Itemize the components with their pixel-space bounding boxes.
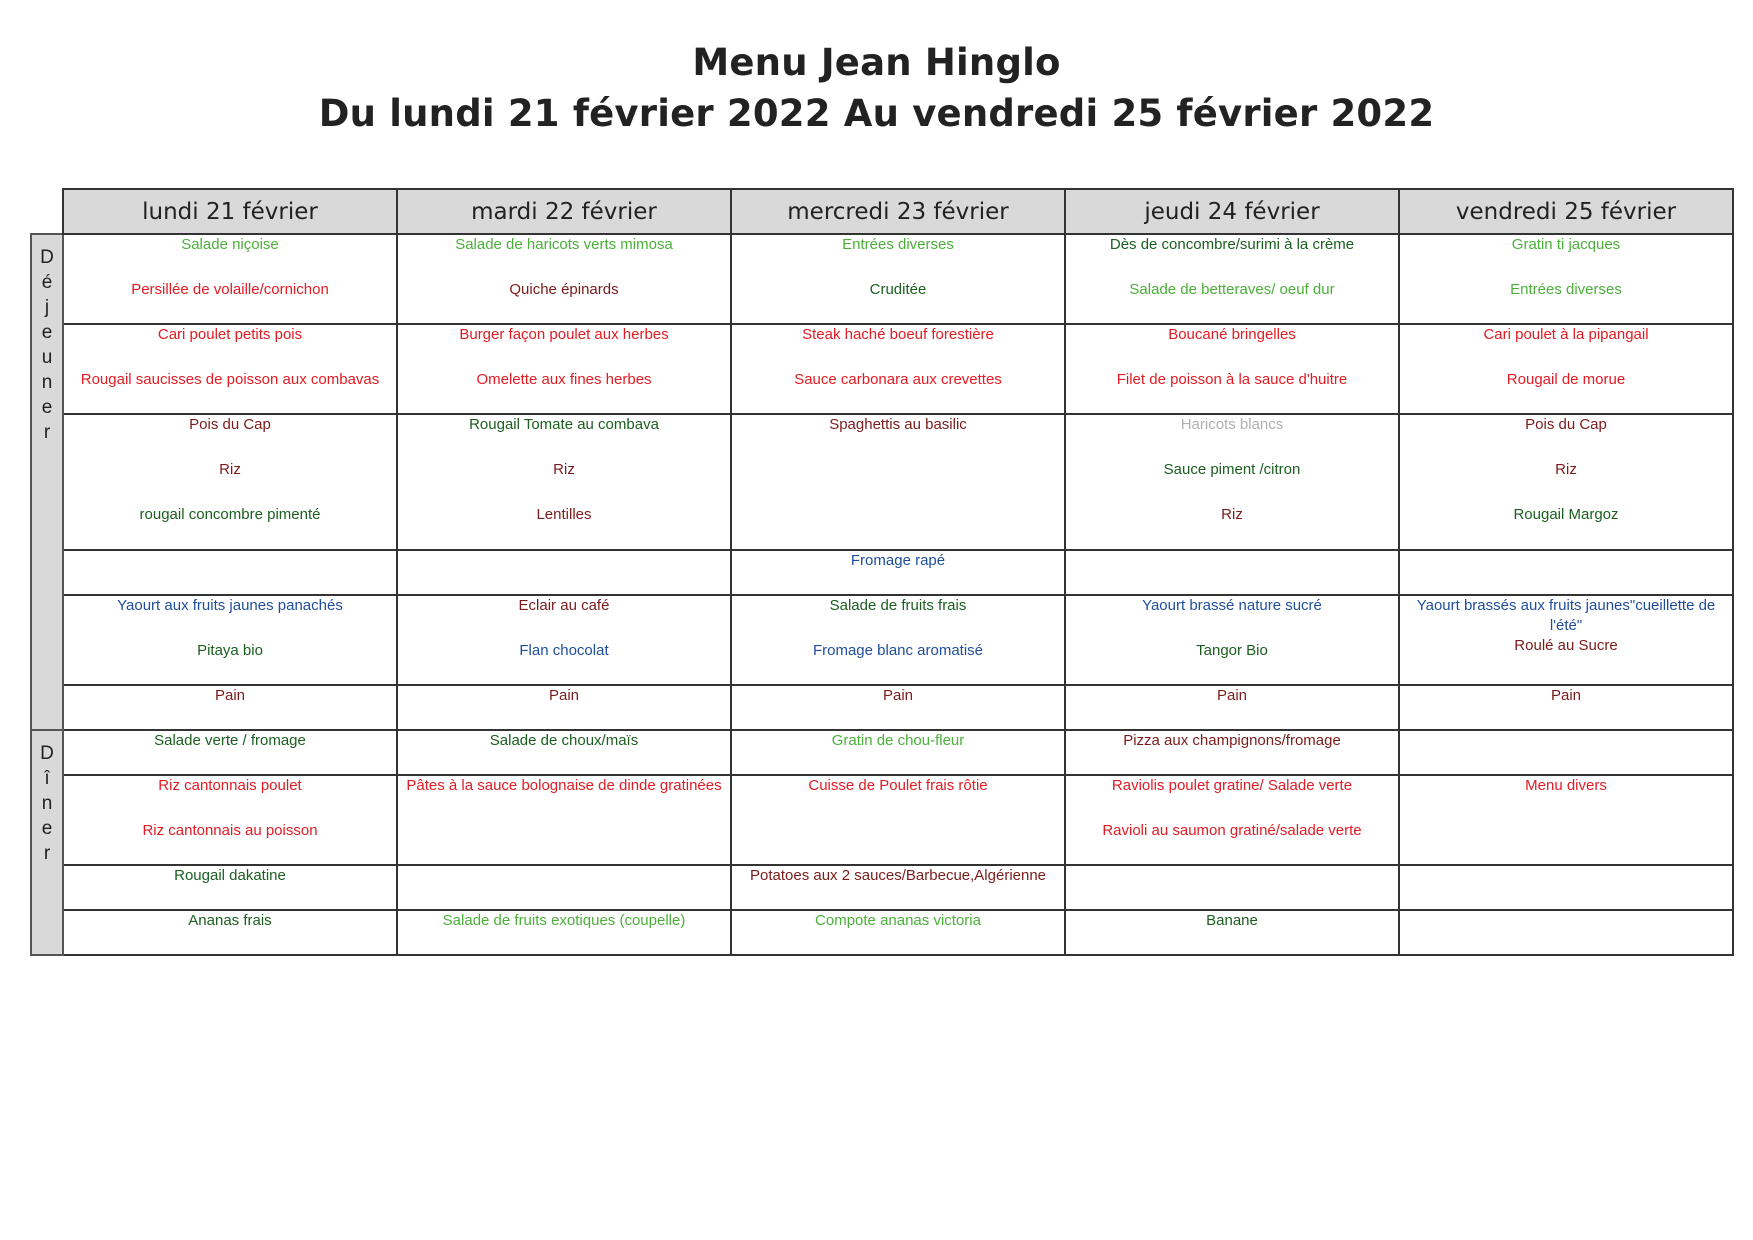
menu-item: Cari poulet petits pois	[157, 326, 303, 343]
menu-item: Pain	[214, 687, 246, 704]
menu-cell-mardi	[397, 595, 731, 685]
meal-label-letter: é	[41, 272, 53, 293]
menu-item: Potatoes aux 2 sauces/Barbecue,Algérienne	[749, 867, 1047, 884]
item-spacer	[1066, 435, 1398, 460]
menu-row	[31, 865, 1733, 910]
menu-item: Riz	[1221, 506, 1243, 523]
meal-label-dejeuner	[31, 234, 63, 730]
menu-cell-mardi	[397, 234, 731, 324]
menu-cell-vendredi	[1399, 775, 1733, 865]
menu-item: Rougail de morue	[1506, 371, 1626, 388]
menu-item: Gratin ti jacques	[1511, 236, 1621, 253]
menu-row	[31, 685, 1733, 730]
menu-cell-mercredi	[731, 685, 1065, 730]
item-spacer	[398, 435, 730, 460]
menu-item: Pain	[882, 687, 914, 704]
menu-row	[31, 595, 1733, 685]
item-spacer	[64, 435, 396, 460]
menu-item: Yaourt brassé nature sucré	[1142, 597, 1322, 614]
menu-item: Gratin de chou-fleur	[831, 732, 965, 749]
menu-row	[31, 234, 1733, 324]
menu-cell-jeudi	[1065, 414, 1399, 550]
menu-item: Pois du Cap	[1525, 416, 1607, 433]
menu-cell-jeudi	[1065, 595, 1399, 685]
item-spacer	[1066, 480, 1398, 505]
menu-item: Salade de betteraves/ oeuf dur	[1129, 281, 1335, 298]
menu-item: Boucané bringelles	[1168, 326, 1296, 343]
item-spacer	[732, 616, 1064, 641]
menu-item: Cuisse de Poulet frais rôtie	[808, 777, 988, 794]
menu-body	[31, 234, 1733, 955]
menu-cell-lundi	[63, 550, 397, 595]
menu-item: Banane	[1206, 912, 1258, 929]
menu-item: Burger façon poulet aux herbes	[459, 326, 669, 343]
item-spacer	[398, 616, 730, 641]
menu-cell-vendredi	[1399, 730, 1733, 775]
item-spacer	[398, 345, 730, 370]
menu-cell-vendredi	[1399, 550, 1733, 595]
menu-item: Roulé au Sucre	[1514, 637, 1618, 654]
menu-cell-jeudi	[1065, 910, 1399, 955]
menu-item: Rougail dakatine	[174, 867, 286, 884]
menu-cell-mercredi	[731, 234, 1065, 324]
menu-cell-mercredi	[731, 414, 1065, 550]
menu-item: Flan chocolat	[519, 642, 609, 659]
menu-item: Riz	[1555, 461, 1577, 478]
menu-cell-vendredi	[1399, 234, 1733, 324]
menu-item: Pâtes à la sauce bolognaise de dinde gratinées	[406, 777, 722, 794]
item-spacer	[1066, 255, 1398, 280]
menu-item: Cruditée	[869, 281, 927, 298]
item-spacer	[1066, 796, 1398, 821]
meal-label-letter: e	[41, 322, 53, 343]
menu-item: Tangor Bio	[1196, 642, 1268, 659]
menu-item: Sauce carbonara aux crevettes	[794, 371, 1002, 388]
item-spacer	[64, 345, 396, 370]
menu-cell-mercredi	[731, 324, 1065, 414]
item-spacer	[64, 616, 396, 641]
corner-spacer	[31, 189, 63, 234]
menu-item: Pizza aux champignons/fromage	[1123, 732, 1341, 749]
item-spacer	[398, 480, 730, 505]
menu-cell-vendredi	[1399, 910, 1733, 955]
menu-cell-jeudi	[1065, 234, 1399, 324]
meal-label-letter: e	[41, 397, 53, 418]
menu-item: Salade de haricots verts mimosa	[455, 236, 673, 253]
menu-cell-mercredi	[731, 730, 1065, 775]
menu-item: Salade de fruits exotiques (coupelle)	[442, 912, 686, 929]
menu-item: Pain	[1216, 687, 1248, 704]
item-spacer	[64, 480, 396, 505]
menu-cell-lundi	[63, 685, 397, 730]
menu-item: Entrées diverses	[1510, 281, 1622, 298]
menu-cell-vendredi	[1399, 324, 1733, 414]
menu-table	[30, 188, 1734, 956]
menu-cell-mercredi	[731, 550, 1065, 595]
meal-label-letter: n	[41, 793, 53, 814]
menu-item: Salade verte / fromage	[154, 732, 306, 749]
menu-row	[31, 550, 1733, 595]
day-header-jeudi: jeudi 24 février	[1065, 189, 1399, 234]
menu-item: Quiche épinards	[509, 281, 619, 298]
menu-item: Fromage blanc aromatisé	[812, 642, 984, 659]
menu-item: rougail concombre pimenté	[139, 506, 321, 523]
meal-label-letter: n	[41, 372, 53, 393]
item-spacer	[732, 345, 1064, 370]
item-spacer	[64, 255, 396, 280]
header-row	[31, 189, 1733, 234]
menu-cell-mardi	[397, 414, 731, 550]
menu-item: Sauce piment /citron	[1163, 461, 1301, 478]
menu-cell-mardi	[397, 550, 731, 595]
menu-item: Raviolis poulet gratine/ Salade verte	[1111, 777, 1353, 794]
menu-cell-mardi	[397, 865, 731, 910]
menu-cell-vendredi	[1399, 685, 1733, 730]
menu-cell-jeudi	[1065, 730, 1399, 775]
item-spacer	[64, 796, 396, 821]
day-header-vendredi: vendredi 25 février	[1399, 189, 1733, 234]
meal-label-letter: r	[43, 422, 51, 443]
menu-item: Pain	[548, 687, 580, 704]
menu-cell-lundi	[63, 910, 397, 955]
menu-item: Ravioli au saumon gratiné/salade verte	[1102, 822, 1362, 839]
menu-cell-mardi	[397, 685, 731, 730]
menu-item: Riz	[219, 461, 241, 478]
menu-item: Cari poulet à la pipangail	[1483, 326, 1649, 343]
menu-item: Rougail Margoz	[1513, 506, 1619, 523]
menu-item: Rougail Tomate au combava	[469, 416, 659, 433]
menu-cell-vendredi	[1399, 865, 1733, 910]
item-spacer	[1400, 435, 1732, 460]
menu-item: Entrées diverses	[842, 236, 954, 253]
menu-item: Steak haché boeuf forestière	[802, 326, 994, 343]
menu-item: Rougail saucisses de poisson aux combavas	[80, 371, 380, 388]
item-spacer	[1400, 480, 1732, 505]
menu-cell-jeudi	[1065, 775, 1399, 865]
menu-row	[31, 730, 1733, 775]
meal-label-letter: D	[40, 743, 54, 764]
menu-item: Riz	[553, 461, 575, 478]
menu-item: Ananas frais	[188, 912, 272, 929]
menu-cell-lundi	[63, 865, 397, 910]
menu-cell-mardi	[397, 324, 731, 414]
menu-cell-mercredi	[731, 595, 1065, 685]
menu-cell-jeudi	[1065, 685, 1399, 730]
menu-cell-jeudi	[1065, 865, 1399, 910]
meal-label-letter: î	[44, 768, 50, 789]
menu-cell-mercredi	[731, 865, 1065, 910]
menu-row	[31, 910, 1733, 955]
menu-item: Fromage rapé	[850, 552, 946, 569]
menu-item: Salade niçoise	[181, 236, 279, 253]
meal-label-letter: e	[41, 818, 53, 839]
menu-item: Salade de choux/maïs	[489, 732, 639, 749]
menu-row	[31, 414, 1733, 550]
item-spacer	[1400, 345, 1732, 370]
day-header-lundi: lundi 21 février	[63, 189, 397, 234]
item-spacer	[1066, 616, 1398, 641]
menu-item: Compote ananas victoria	[815, 912, 981, 929]
menu-cell-jeudi	[1065, 324, 1399, 414]
menu-cell-mardi	[397, 910, 731, 955]
menu-item: Spaghettis au basilic	[829, 416, 967, 433]
day-header-mardi: mardi 22 février	[397, 189, 731, 234]
day-header-mercredi: mercredi 23 février	[731, 189, 1065, 234]
menu-item: Salade de fruits frais	[829, 597, 967, 614]
menu-item: Lentilles	[536, 506, 592, 523]
menu-cell-lundi	[63, 234, 397, 324]
menu-cell-lundi	[63, 414, 397, 550]
menu-cell-mercredi	[731, 910, 1065, 955]
meal-label-letter: j	[44, 297, 50, 318]
menu-cell-lundi	[63, 595, 397, 685]
menu-item: Pois du Cap	[189, 416, 271, 433]
meal-label-letter: D	[40, 247, 54, 268]
menu-item: Pain	[1550, 687, 1582, 704]
menu-item: Riz cantonnais au poisson	[142, 822, 318, 839]
menu-cell-lundi	[63, 775, 397, 865]
menu-cell-mardi	[397, 730, 731, 775]
menu-row	[31, 324, 1733, 414]
item-spacer	[1400, 255, 1732, 280]
page-title: Menu Jean Hinglo	[692, 41, 1061, 84]
page-subtitle: Du lundi 21 février 2022 Au vendredi 25 février 2022	[318, 92, 1435, 135]
item-spacer	[732, 255, 1064, 280]
menu-item: Haricots blancs	[1180, 416, 1284, 433]
menu-item: Yaourt aux fruits jaunes panachés	[117, 597, 343, 614]
menu-cell-vendredi	[1399, 595, 1733, 685]
menu-item: Riz cantonnais poulet	[158, 777, 302, 794]
menu-item: Pitaya bio	[197, 642, 263, 659]
menu-row	[31, 775, 1733, 865]
meal-label-diner	[31, 730, 63, 955]
menu-item: Yaourt brassés aux fruits jaunes"cueillette de l'été"	[1416, 597, 1716, 634]
menu-cell-lundi	[63, 730, 397, 775]
menu-item: Menu divers	[1525, 777, 1607, 794]
menu-cell-jeudi	[1065, 550, 1399, 595]
menu-item: Eclair au café	[518, 597, 610, 614]
menu-item: Persillée de volaille/cornichon	[131, 281, 329, 298]
menu-item: Omelette aux fines herbes	[476, 371, 652, 388]
menu-cell-mercredi	[731, 775, 1065, 865]
menu-cell-lundi	[63, 324, 397, 414]
meal-label-letter: r	[43, 843, 51, 864]
menu-cell-vendredi	[1399, 414, 1733, 550]
menu-item: Filet de poisson à la sauce d'huitre	[1116, 371, 1348, 388]
meal-label-letter: u	[41, 347, 53, 368]
menu-cell-mardi	[397, 775, 731, 865]
item-spacer	[1066, 345, 1398, 370]
item-spacer	[398, 255, 730, 280]
menu-item: Dès de concombre/surimi à la crème	[1109, 236, 1355, 253]
